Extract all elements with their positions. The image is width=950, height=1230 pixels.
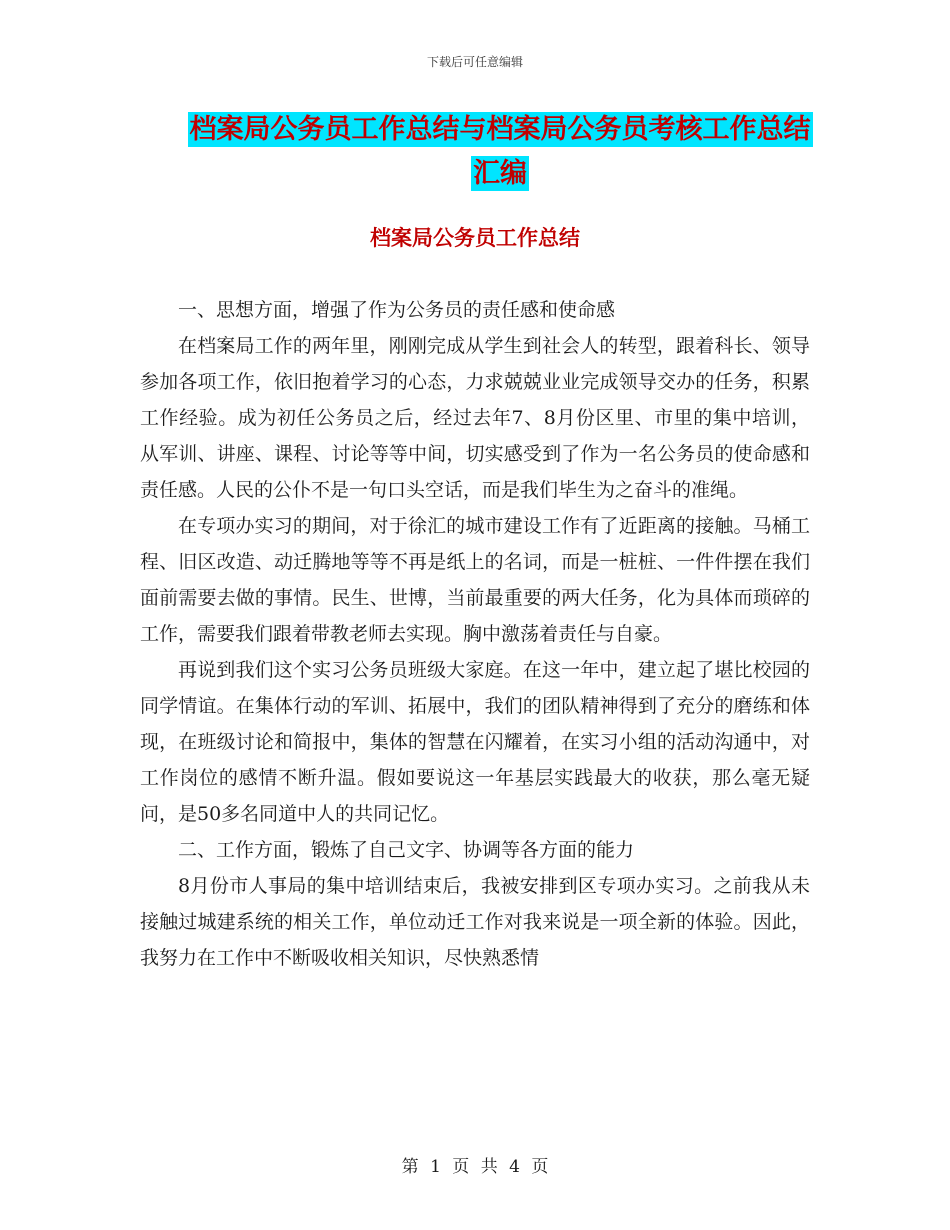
document-title xyxy=(140,108,860,196)
paragraph-heading-1: 一、思想方面，增强了作为公务员的责任感和使命感 xyxy=(178,299,616,321)
document-title-line-1: 档案局公务员工作总结与档案局公务员考核工作总结 xyxy=(189,114,811,145)
section-title: 档案局公务员工作总结 xyxy=(370,226,580,250)
document-body xyxy=(140,292,810,976)
paragraph: 8月份市人事局的集中培训结束后，我被安排到区专项办实习。之前我从未接触过城建系统的相关工作，单位动迁工作对我来说是一项全新的体验。因此，我努力在工作中不断吸收相关知识，尽快熟悉情 xyxy=(140,875,810,969)
document-title-line-2: 汇编 xyxy=(473,158,527,189)
page-footer: 第 1 页 共 4 页 xyxy=(401,1157,549,1177)
paragraph: 在专项办实习的期间，对于徐汇的城市建设工作有了近距离的接触。马桶工程、旧区改造、动迁腾地等等不再是纸上的名词，而是一桩桩、一件件摆在我们面前需要去做的事情。民生、世博，当前最重要的两大任务，化为具体而琐碎的工作，需要我们跟着带教老师去实现。胸中激荡着责任与自豪。 xyxy=(140,515,810,645)
paragraph-heading-2: 二、工作方面，锻炼了自己文字、协调等各方面的能力 xyxy=(178,839,635,861)
paragraph: 再说到我们这个实习公务员班级大家庭。在这一年中，建立起了堪比校园的同学情谊。在集体行动的军训、拓展中，我们的团队精神得到了充分的磨练和体现，在班级讨论和简报中，集体的智慧在闪耀着，在实习小组的活动沟通中，对工作岗位的感情不断升温。假如要说这一年基层实践最大的收获，那么毫无疑问，是50多名同道中人的共同记忆。 xyxy=(140,659,810,825)
paragraph: 在档案局工作的两年里，刚刚完成从学生到社会人的转型，跟着科长、领导参加各项工作，依旧抱着学习的心态，力求兢兢业业完成领导交办的任务，积累工作经验。成为初任公务员之后，经过去年7、8月份区里、市里的集中培训，从军训、讲座、课程、讨论等等中间，切实感受到了作为一名公务员的使命感和责任感。人民的公仆不是一句口头空话，而是我们毕生为之奋斗的准绳。 xyxy=(140,335,810,501)
header-note: 下载后可任意编辑 xyxy=(426,55,523,69)
